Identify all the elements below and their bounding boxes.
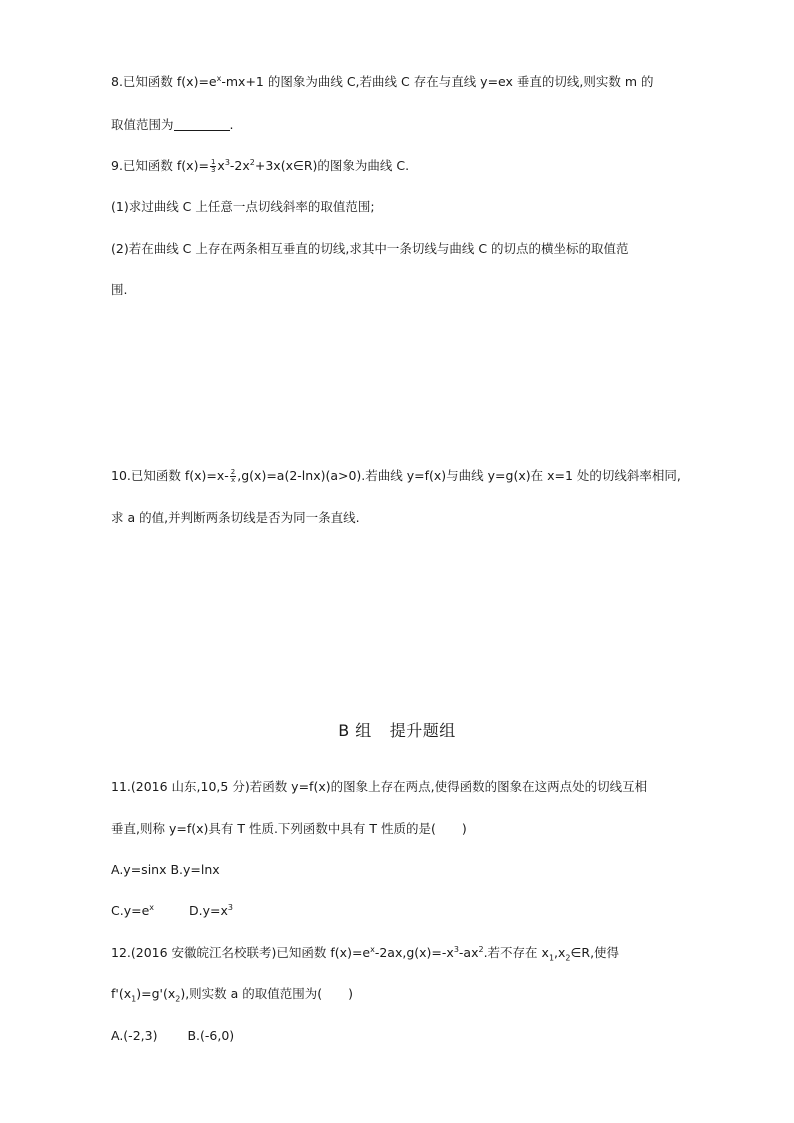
q8-text-c: 取值范围为 bbox=[111, 117, 174, 132]
q11-line2 bbox=[111, 821, 467, 837]
section-title: 提升题组 bbox=[389, 721, 456, 740]
q8-line1 bbox=[111, 74, 653, 90]
q11-option-b: B.y=lnx bbox=[170, 862, 220, 877]
q8-text-b: -mx+1 的图象为曲线 C,若曲线 C 存在与直线 y=ex 垂直的切线,则实数 m 的 bbox=[221, 74, 654, 89]
q8-answer-blank[interactable] bbox=[174, 118, 230, 131]
q11-option-d: $D.y=x^3$ bbox=[189, 902, 233, 918]
q9-text-c: -2x bbox=[229, 158, 250, 173]
q12-option-a: A.(-2,3) bbox=[111, 1028, 158, 1043]
q9-part2-line1: (2)若在曲线 C 上存在两条相互垂直的切线,求其中一条切线与曲线 C 的切点的横坐标的取值范 bbox=[111, 241, 629, 256]
q11-options-ab bbox=[111, 862, 220, 878]
q11-option-c: $C.y=e^x$ bbox=[111, 902, 154, 918]
q9-text-a: 9.已知函数 f(x)= bbox=[111, 158, 209, 173]
q12-line2: $f'(x_1)=g'(x_2)$,则实数 a 的取值范围为( ) bbox=[111, 986, 354, 1004]
section-heading bbox=[0, 718, 794, 741]
q12-option-b: B.(-6,0) bbox=[187, 1028, 235, 1043]
q10-frac-num: 2 bbox=[230, 468, 236, 476]
q9-part2-line2: 围. bbox=[111, 282, 128, 297]
q9-stem bbox=[111, 158, 409, 174]
q10-fraction bbox=[230, 469, 236, 484]
q10-text-a: 10.已知函数 f(x)=x- bbox=[111, 468, 229, 483]
q11-text-b: ) bbox=[461, 821, 467, 836]
q8-period: . bbox=[229, 117, 234, 132]
q11-text-a: 垂直,则称 y=f(x)具有 T 性质.下列函数中具有 T 性质的是( bbox=[111, 821, 436, 836]
q9-fraction bbox=[210, 159, 216, 174]
q9-sup1: 3 bbox=[224, 157, 230, 167]
q10-line2: 求 a 的值,并判断两条切线是否为同一条直线. bbox=[111, 510, 360, 525]
q10-line1 bbox=[111, 468, 681, 484]
q12-line1: 12.(2016 安徽皖江名校联考)已知函数 $f(x)=e^x-2ax,g(x)=-x^3-ax^2$.若不存在 $x_1,x_2\in R$,使得 bbox=[111, 944, 620, 963]
q8-exponent: x bbox=[216, 73, 222, 83]
q8-line2 bbox=[111, 117, 234, 133]
q9-frac-num: 1 bbox=[210, 158, 216, 166]
q9-text-d: +3x(x∈R)的图象为曲线 C. bbox=[254, 158, 410, 173]
q9-part1: (1)求过曲线 C 上任意一点切线斜率的取值范围; bbox=[111, 199, 375, 214]
q9-text-b: x bbox=[217, 158, 225, 173]
q10-text-b: ,g(x)=a(2-lnx)(a>0).若曲线 y=f(x)与曲线 y=g(x)在 x=1 处的切线斜率相同, bbox=[237, 468, 681, 483]
q11-option-a: A.y=sinx bbox=[111, 862, 167, 877]
q8-text-a: 8.已知函数 f(x)=e bbox=[111, 74, 217, 89]
section-label: B 组 bbox=[338, 721, 372, 740]
q9-sup2: 2 bbox=[249, 157, 255, 167]
q12-options-ab bbox=[111, 1028, 234, 1044]
q11-line1: 11.(2016 山东,10,5 分)若函数 y=f(x)的图象上存在两点,使得函数的图象在这两点处的切线互相 bbox=[111, 779, 648, 794]
q11-options-cd bbox=[111, 903, 233, 919]
q9-frac-den: 3 bbox=[210, 166, 216, 174]
q10-frac-den: x bbox=[230, 476, 236, 484]
